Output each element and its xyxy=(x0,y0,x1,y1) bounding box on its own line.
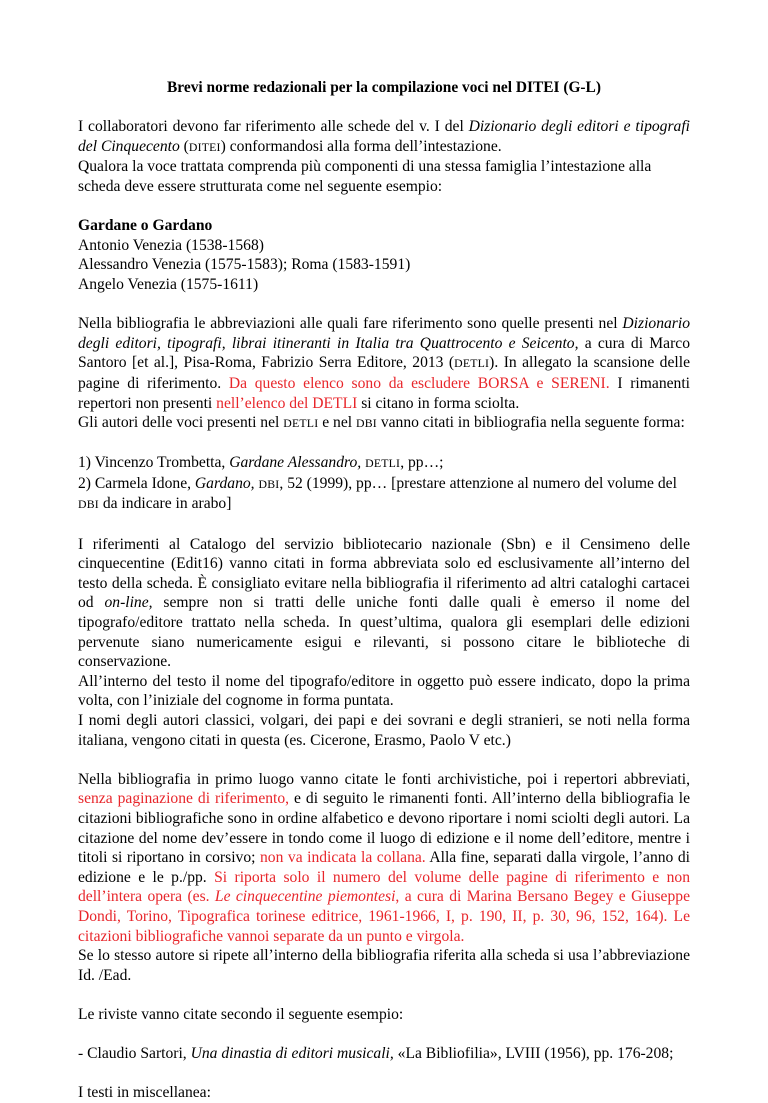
names-paragraph: I nomi degli autori classici, volgari, dei papi e dei sovrani e degli stranieri, se noti nella forma italiana, vengono citati in questa (es. Cicerone, Erasmo, Paolo V etc.) xyxy=(78,712,690,749)
reference-title: Dizionario degli editori, tipografi, librai itineranti in Italia tra Quattrocento e Seicento, xyxy=(78,315,690,352)
text: sempre non si tratti delle uniche fonti dalle quali è emerso il nome del tipografo/editore trattato nella scheda. In quest’ultima, qualora gli esemplari delle edizioni pervenute siano numericamente esigui e rilevanti, si possono citare le biblioteche di conservazione. xyxy=(78,594,690,671)
abbrev-detli: DETLI xyxy=(283,416,319,431)
abbrev-detli: DETLI xyxy=(365,456,401,471)
highlighted-note: nell’elenco del DETLI xyxy=(216,394,358,412)
highlighted-note: senza paginazione di riferimento, xyxy=(78,790,290,808)
journals-intro: Le riviste vanno citate secondo il seguente esempio: xyxy=(78,1005,404,1023)
text: I riferimenti al Catalogo del servizio bibliotecario nazionale (Sbn) e il Censimeno delle cinquecentine (Edit16) vanno citati in forma abbreviata solo ed esclusivamente all’interno del testo della scheda. È consigliato evitare nella bibliografia il riferimento ad altri cataloghi cartacei od xyxy=(78,535,690,612)
highlighted-title: Le cinquecentine piemontesi xyxy=(214,888,396,906)
abbrev-detli: DETLI xyxy=(454,356,490,371)
example-line: Angelo Venezia (1575-1611) xyxy=(78,275,259,293)
text: 1) Vincenzo Trombetta, xyxy=(78,454,230,472)
citation-example-2 xyxy=(78,474,690,515)
miscellany-heading: I testi in miscellanea: xyxy=(78,1084,211,1102)
abbrev-dbi: DBI xyxy=(356,416,377,431)
text: vanno citati in bibliografia nella seguente forma: xyxy=(376,414,685,432)
example-line: Antonio Venezia (1538-1568) xyxy=(78,236,264,254)
text: - Claudio Sartori, xyxy=(78,1045,191,1063)
intro-text: ) conformandosi alla forma dell’intestazione. xyxy=(220,137,502,155)
italic-term: on-line, xyxy=(104,594,153,612)
highlighted-note: Da questo elenco sono da escludere BORSA e SERENI. xyxy=(228,374,610,392)
abbrev-ditei: DITEI xyxy=(188,139,221,154)
text: Alla fine, separati dalla virgole, l’anno di edizione e le p./pp. xyxy=(78,849,690,886)
intro-paragraph-2: Qualora la voce trattata comprenda più componenti di una stessa famiglia l’intestazione alla scheda deve essere strutturata come nel seguente esempio: xyxy=(78,158,652,195)
citation-example-1 xyxy=(78,453,690,474)
highlighted-note: Si riporta solo il numero del volume delle pagine di riferimento e non dell’intera opera (es. xyxy=(78,868,690,906)
article-title: Una dinastia di editori musicali, xyxy=(190,1045,394,1063)
text: «La Bibliofilia», LVIII (1956), pp. 176-208; xyxy=(393,1045,674,1063)
repeat-author-paragraph: Se lo stesso autore si ripete all’interno della bibliografia riferita alla scheda si usa l’abbreviazione Id. /Ead. xyxy=(78,947,690,984)
intro-text: I collaboratori devono far riferimento alle schede del v. I del xyxy=(78,118,469,136)
references-paragraph xyxy=(78,535,690,672)
journal-example xyxy=(78,1044,690,1064)
text: Nella bibliografia in primo luogo vanno citate le fonti archivistiche, poi i repertori abbreviati, xyxy=(78,770,690,788)
example-line: Alessandro Venezia (1575-1583); Roma (1583-1591) xyxy=(78,256,411,274)
document-body xyxy=(78,78,690,1103)
text: ). In allegato la scansione delle pagine di riferimento. xyxy=(78,354,690,392)
example-heading: Gardane o Gardano xyxy=(78,217,213,235)
abbrev-dbi: DBI xyxy=(258,476,280,491)
highlighted-note: non va indicata la collana. xyxy=(259,849,426,867)
text: I rimanenti repertori non presenti xyxy=(78,374,690,412)
dictionary-title: Dizionario degli editori e tipografi del Cinquecento xyxy=(78,118,690,155)
text: da indicare in arabo] xyxy=(98,495,232,513)
authors-paragraph xyxy=(78,413,690,434)
text: Nella bibliografia le abbreviazioni alle quali fare riferimento sono quelle presenti nel xyxy=(78,315,623,333)
page-title: Brevi norme redazionali per la compilazione voci nel DITEI (G-L) xyxy=(167,79,601,96)
bibliography-paragraph xyxy=(78,314,690,413)
abbrev-dbi: DBI xyxy=(78,497,99,512)
text: e nel xyxy=(318,414,357,432)
highlighted-note: , a cura di Marina Bersano Begey e Giuseppe Dondi, Torino, Tipografica torinese editrice, 1961-1966, I, p. 190, II, p. 30, 96, 152, 164). Le citazioni bibliografiche vannoi separate da un punto e virgola. xyxy=(78,888,690,945)
text: si citano in forma sciolta. xyxy=(357,394,520,412)
intro-text: ( xyxy=(179,137,189,155)
entry-title: Gardano, xyxy=(194,474,255,492)
text: 2) Carmela Idone, xyxy=(78,474,195,492)
text: Gli autori delle voci presenti nel xyxy=(78,414,284,432)
abbreviation-paragraph: All’interno del testo il nome del tipografo/editore in oggetto può essere indicato, dopo la prima volta, con l’iniziale del cognome in forma puntata. xyxy=(78,672,690,710)
text: , pp…; xyxy=(400,454,444,472)
text: e di seguito le rimanenti fonti. All’interno della bibliografia le citazioni bibliografiche sono in ordine alfabetico e devono riportare i nomi sciolti degli autori. La citazione del nome dev’essere in tondo come il luogo di edizione e il nome dell’editore, mentre i titoli si riportano in corsivo; xyxy=(78,790,691,867)
intro-paragraph xyxy=(78,117,690,157)
text: a cura di Marco Santoro [et al.], Pisa-Roma, Fabrizio Serra Editore, 2013 ( xyxy=(78,334,690,372)
text: , 52 (1999), pp… [prestare attenzione al numero del volume del xyxy=(279,474,677,492)
entry-title: Gardane Alessandro, xyxy=(229,454,362,472)
order-paragraph xyxy=(78,770,690,946)
